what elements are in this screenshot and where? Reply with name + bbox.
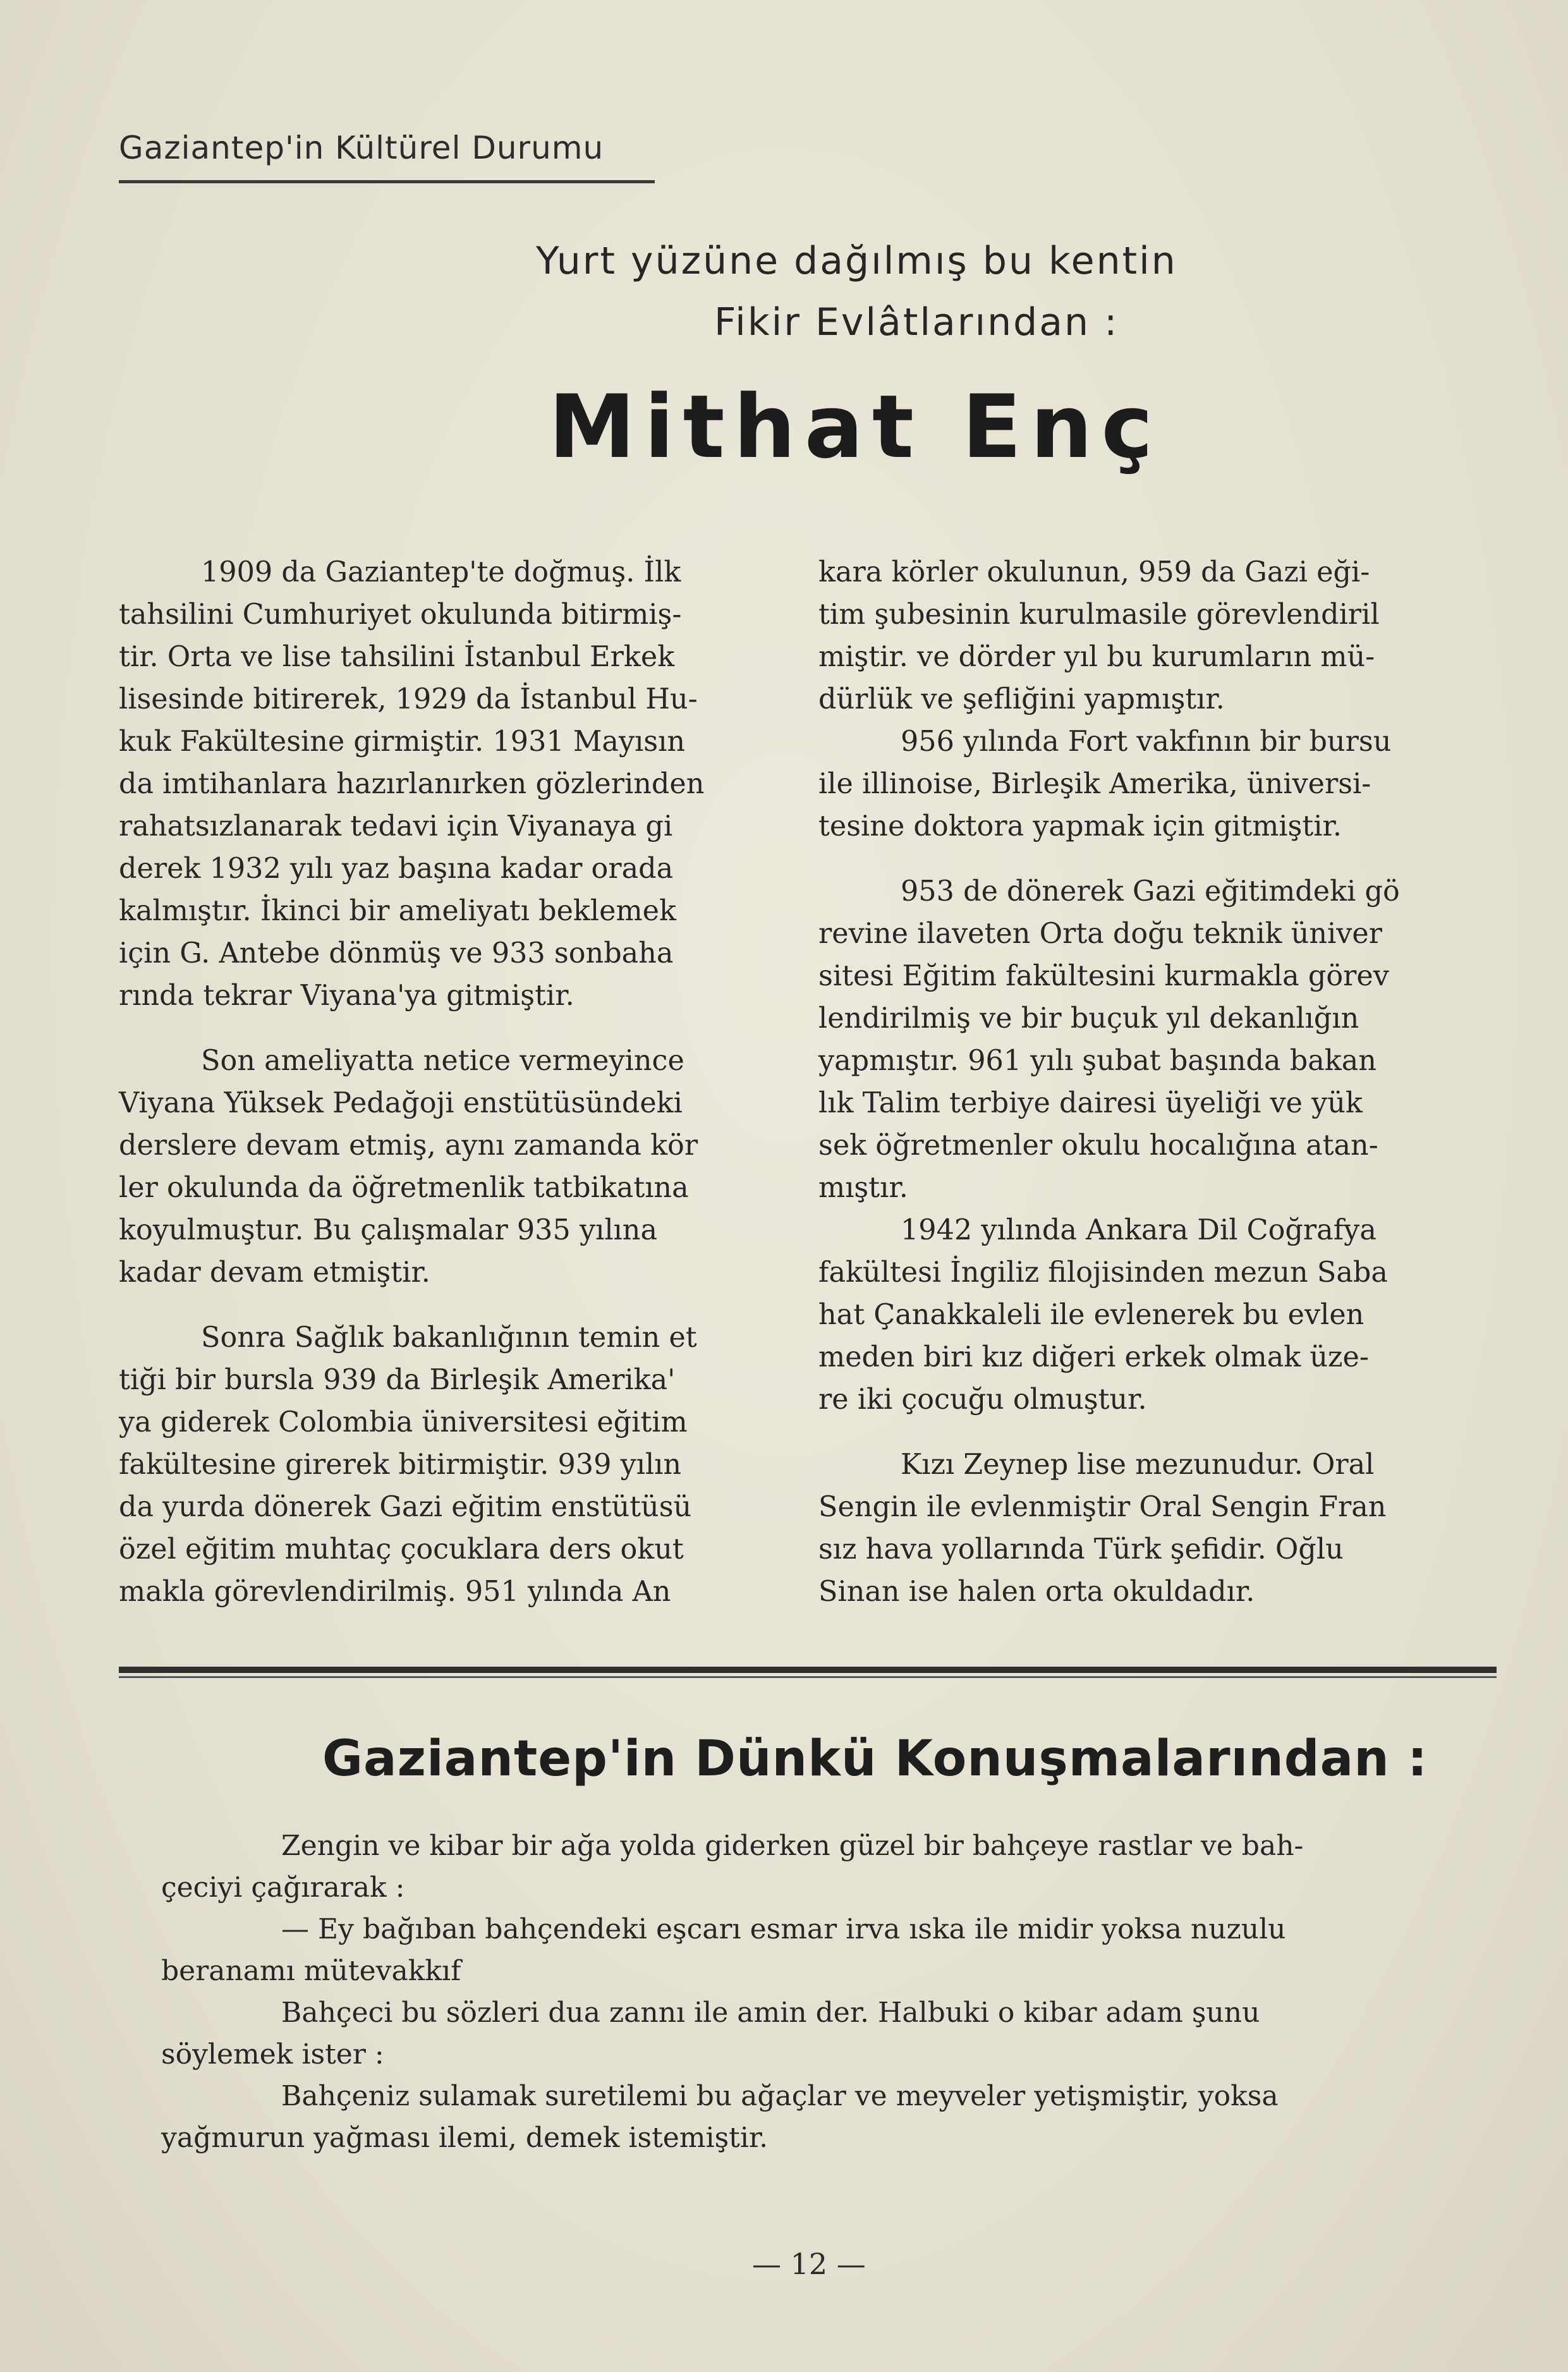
paragraph-gap	[119, 1017, 786, 1040]
text-line: meden biri kız diğeri erkek olmak üze-	[818, 1341, 1369, 1373]
text-line: sız hava yollarında Türk şefidir. Oğlu	[818, 1533, 1344, 1566]
text-line: lisesinde bitirerek, 1929 da İstanbul Hu-	[119, 683, 698, 715]
text-line: kadar devam etmiştir.	[119, 1256, 430, 1289]
text-line: ler okulunda da öğretmenlik tatbikatına	[119, 1172, 689, 1204]
text-line: tahsilini Cumhuriyet okulunda bitirmiş-	[119, 599, 682, 631]
text-line: beranamı mütevakkıf	[161, 1955, 461, 1987]
running-head-rule	[119, 180, 655, 183]
article-title: Mithat Enç	[549, 376, 1162, 478]
text-line: kuk Fakültesine girmiştir. 1931 Mayısın	[119, 726, 686, 758]
text-line: tir. Orta ve lise tahsilini İstanbul Erkek	[119, 641, 675, 673]
text-line: fakültesine girerek bitirmiştir. 939 yılın	[119, 1449, 682, 1481]
text-line: Kızı Zeynep lise mezunudur. Oral	[901, 1449, 1375, 1481]
text-line: için G. Antebe dönmüş ve 933 sonbaha	[119, 937, 674, 970]
section-title: Gaziantep'in Dünkü Konuşmalarından :	[322, 1730, 1428, 1787]
text-line: koyulmuştur. Bu çalışmalar 935 yılına	[119, 1214, 657, 1246]
running-head: Gaziantep'in Kültürel Durumu	[119, 130, 604, 166]
text-line: Sonra Sağlık bakanlığının temin et	[201, 1322, 697, 1354]
text-line: da yurda dönerek Gazi eğitim enstütüsü	[119, 1491, 692, 1523]
text-line: çeciyi çağırarak :	[161, 1871, 405, 1904]
text-line: yağmurun yağması ilemi, demek istemiştir.	[161, 2122, 769, 2154]
text-line: Sengin ile evlenmiştir Oral Sengin Fran	[818, 1491, 1387, 1523]
text-line: 953 de dönerek Gazi eğitimdeki gö	[901, 875, 1400, 908]
text-line: sek öğretmenler okulu hocalığına atan-	[818, 1129, 1378, 1162]
text-line: rında tekrar Viyana'ya gitmiştir.	[119, 980, 574, 1012]
text-line: revine ilaveten Orta doğu teknik üniver	[818, 918, 1382, 950]
text-line: hat Çanakkaleli ile evlenerek bu evlen	[818, 1299, 1364, 1331]
text-line: miştir. ve dörder yıl bu kurumların mü-	[818, 641, 1375, 673]
text-line: mıştır.	[818, 1172, 908, 1204]
text-line: kara körler okulunun, 959 da Gazi eği-	[818, 556, 1370, 588]
paragraph-gap	[818, 848, 1495, 870]
text-line: Bahçeniz sulamak suretilemi bu ağaçlar ve meyveler yetişmiştir, yoksa	[281, 2080, 1279, 2112]
text-line: rahatsızlanarak tedavi için Viyanaya gi	[119, 810, 673, 842]
text-line: 1942 yılında Ankara Dil Coğrafya	[901, 1214, 1377, 1246]
kicker-line-2: Fikir Evlâtlarından :	[714, 300, 1119, 344]
section-divider	[119, 1667, 1497, 1673]
text-line: fakültesi İngiliz filojisinden mezun Saba	[818, 1256, 1388, 1289]
text-line: özel eğitim muhtaç çocuklara ders okut	[119, 1533, 684, 1566]
kicker-line-1: Yurt yüzüne dağılmış bu kentin	[536, 239, 1177, 283]
text-line: dürlük ve şefliğini yapmıştır.	[818, 683, 1225, 715]
section-divider-thin	[119, 1676, 1497, 1678]
text-line: Zengin ve kibar bir ağa yolda giderken güzel bir bahçeye rastlar ve bah-	[281, 1830, 1304, 1862]
section-body	[161, 1825, 1501, 2159]
text-line: 956 yılında Fort vakfının bir bursu	[901, 726, 1392, 758]
text-line: yapmıştır. 961 yılı şubat başında bakan	[818, 1045, 1377, 1077]
text-line: 1909 da Gaziantep'te doğmuş. İlk	[201, 556, 681, 588]
text-line: — Ey bağıban bahçendeki eşcarı esmar irva ıska ile midir yoksa nuzulu	[281, 1913, 1286, 1945]
text-line: tim şubesinin kurulmasile görevlendiril	[818, 599, 1380, 631]
text-line: söylemek ister :	[161, 2038, 384, 2071]
text-line: Son ameliyatta netice vermeyince	[201, 1045, 684, 1077]
text-line: Bahçeci bu sözleri dua zannı ile amin der. Halbuki o kibar adam şunu	[281, 1997, 1260, 2029]
page-number: — 12 —	[752, 2247, 866, 2281]
text-line: derek 1932 yılı yaz başına kadar orada	[119, 853, 674, 885]
text-line: kalmıştır. İkinci bir ameliyatı beklemek	[119, 895, 676, 927]
text-line: sitesi Eğitim fakültesini kurmakla görev	[818, 960, 1389, 992]
text-line: lık Talim terbiye dairesi üyeliği ve yük	[818, 1087, 1363, 1119]
text-line: makla görevlendirilmiş. 951 yılında An	[119, 1576, 671, 1608]
text-line: derslere devam etmiş, aynı zamanda kör	[119, 1129, 698, 1162]
paragraph-gap	[119, 1294, 786, 1317]
text-line: Viyana Yüksek Pedağoji enstütüsündeki	[119, 1087, 683, 1119]
text-line: ya giderek Colombia üniversitesi eğitim	[119, 1406, 688, 1438]
text-line: lendirilmiş ve bir buçuk yıl dekanlığın	[818, 1002, 1359, 1035]
right-column	[818, 551, 1495, 1613]
paragraph-gap	[818, 1421, 1495, 1444]
text-line: ile illinoise, Birleşik Amerika, üniversi-	[818, 768, 1371, 800]
text-line: tiği bir bursla 939 da Birleşik Amerika'	[119, 1364, 676, 1396]
left-column	[119, 551, 786, 1613]
text-line: da imtihanlara hazırlanırken gözlerinden	[119, 768, 705, 800]
text-line: re iki çocuğu olmuştur.	[818, 1384, 1147, 1416]
text-line: tesine doktora yapmak için gitmiştir.	[818, 810, 1342, 842]
text-line: Sinan ise halen orta okuldadır.	[818, 1576, 1255, 1608]
